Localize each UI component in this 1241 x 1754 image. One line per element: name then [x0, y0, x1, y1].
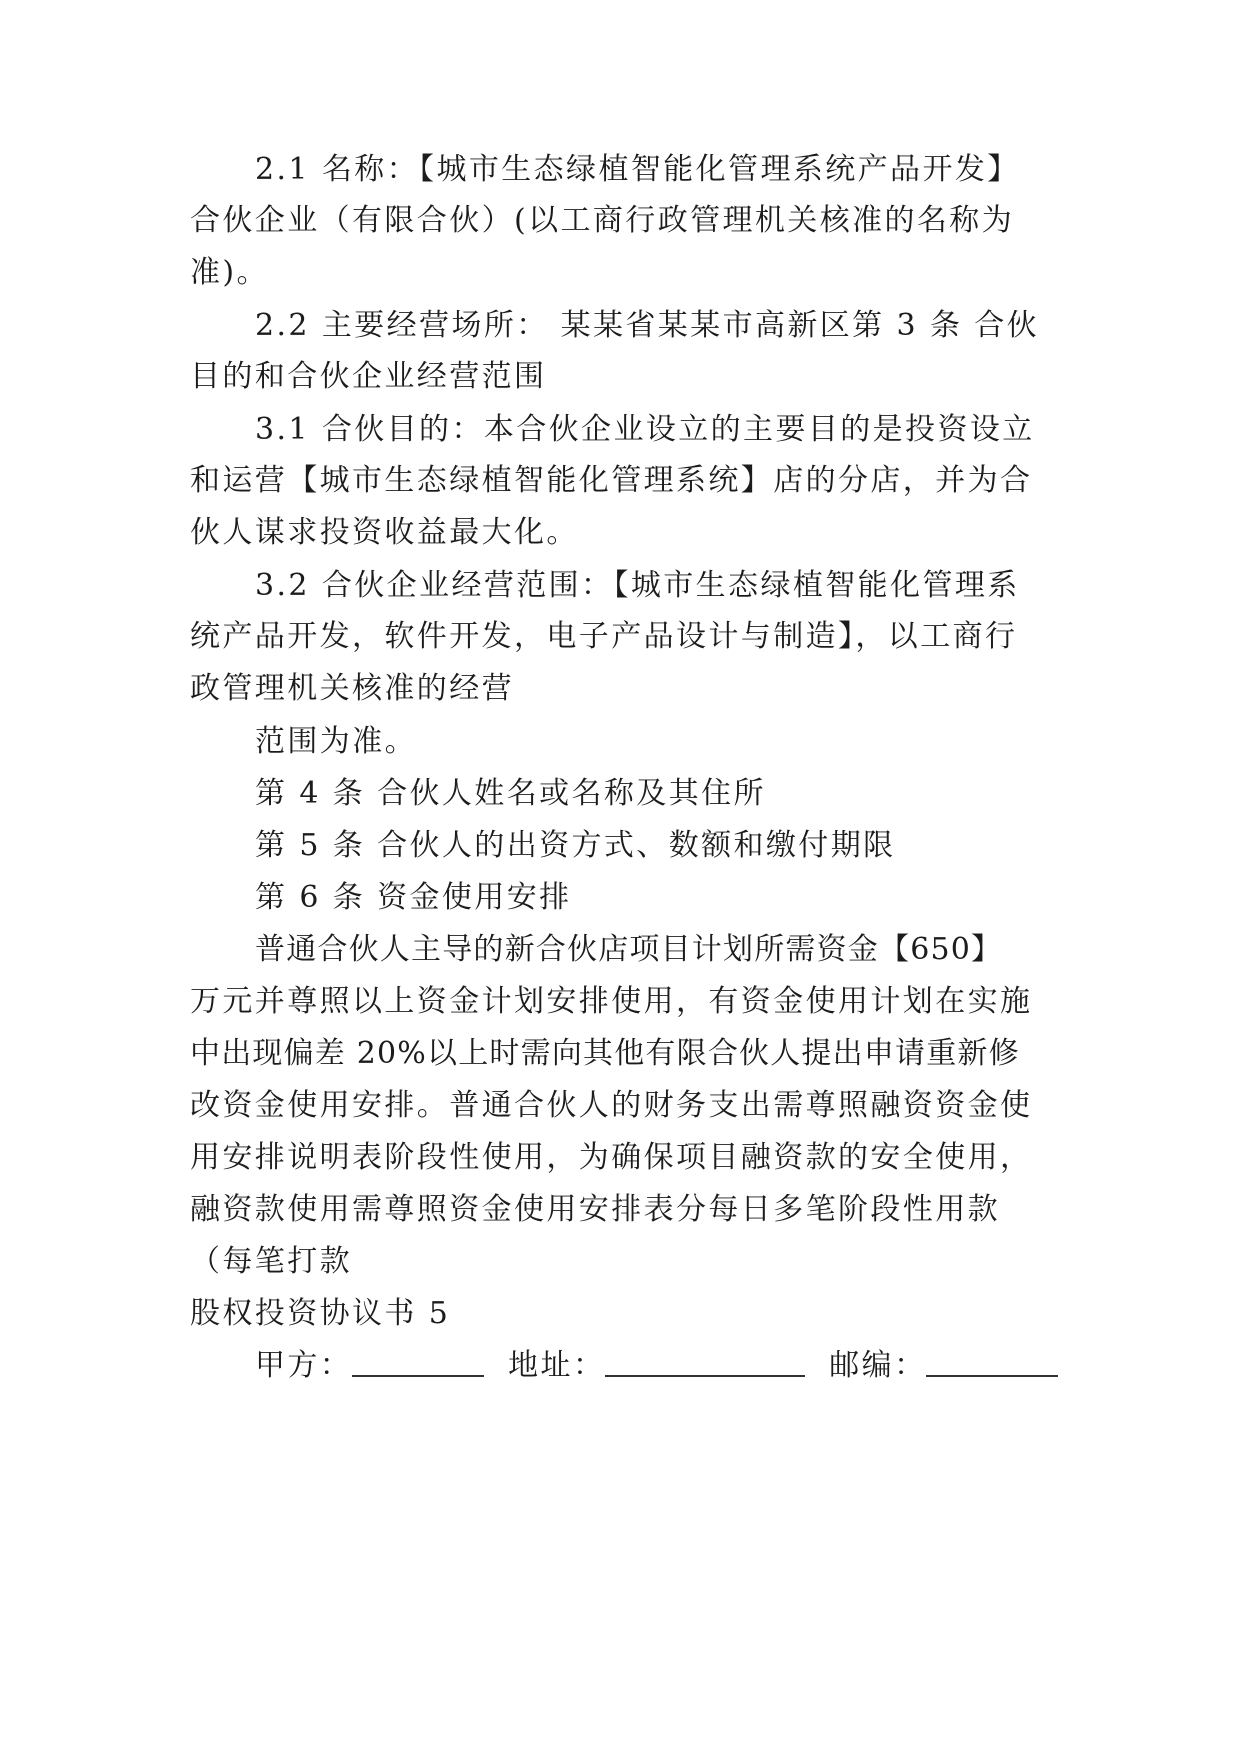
clause-2-2-line-1: 2.2 主要经营场所： 某某省某某市高新区第 3 条 合伙	[255, 308, 1040, 343]
party-a-label: 甲方：	[255, 1348, 353, 1383]
clause-3-1-line-1: 3.1 合伙目的：本合伙企业设立的主要目的是投资设立	[255, 412, 1035, 447]
article-6-heading: 第 6 条 资金使用安排	[255, 880, 572, 915]
clause-3-2-line-4: 范围为准。	[255, 724, 417, 759]
clause-3-2-line-3: 政管理机关核准的经营	[190, 671, 514, 706]
party-a-blank[interactable]	[352, 1349, 484, 1377]
article-6-paragraph-line-2: 万元并尊照以上资金计划安排使用，有资金使用计划在实施	[190, 984, 1033, 1019]
clause-3-2-line-2: 统产品开发，软件开发，电子产品设计与制造】，以工商行	[190, 619, 1018, 654]
postcode-blank[interactable]	[926, 1349, 1058, 1377]
clause-2-1-line-3: 准)。	[190, 255, 269, 290]
address-label: 地址：	[508, 1348, 606, 1383]
article-6-paragraph-line-1: 普通合伙人主导的新合伙店项目计划所需资金【650】	[255, 932, 1003, 967]
article-6-paragraph-line-3: 中出现偏差 20%以上时需向其他有限合伙人提出申请重新修	[190, 1036, 1020, 1071]
clause-2-1-line-1: 2.1 名称：【城市生态绿植智能化管理系统产品开发】	[255, 152, 1020, 187]
article-6-paragraph-line-7: （每笔打款	[190, 1244, 352, 1279]
party-a-form-row	[255, 1346, 1135, 1386]
clause-3-1-line-3: 伙人谋求投资收益最大化。	[190, 515, 579, 550]
agreement-title: 股权投资协议书 5	[190, 1296, 451, 1331]
clause-2-1-line-2: 合伙企业（有限合伙）(以工商行政管理机关核准的名称为	[190, 203, 1015, 238]
article-6-paragraph-line-5: 用安排说明表阶段性使用，为确保项目融资款的安全使用，	[190, 1140, 1033, 1175]
article-5-heading: 第 5 条 合伙人的出资方式、数额和缴付期限	[255, 828, 896, 863]
article-6-paragraph-line-6: 融资款使用需尊照资金使用安排表分每日多笔阶段性用款	[190, 1192, 1000, 1227]
address-blank[interactable]	[605, 1349, 805, 1377]
article-6-paragraph-line-4: 改资金使用安排。普通合伙人的财务支出需尊照融资资金使	[190, 1088, 1033, 1123]
postcode-label: 邮编：	[829, 1348, 927, 1383]
clause-3-1-line-2: 和运营【城市生态绿植智能化管理系统】店的分店，并为合	[190, 463, 1033, 498]
clause-3-2-line-1: 3.2 合伙企业经营范围：【城市生态绿植智能化管理系	[255, 568, 1020, 603]
clause-2-2-line-2: 目的和合伙企业经营范围	[190, 359, 547, 394]
article-4-heading: 第 4 条 合伙人姓名或名称及其住所	[255, 776, 766, 811]
